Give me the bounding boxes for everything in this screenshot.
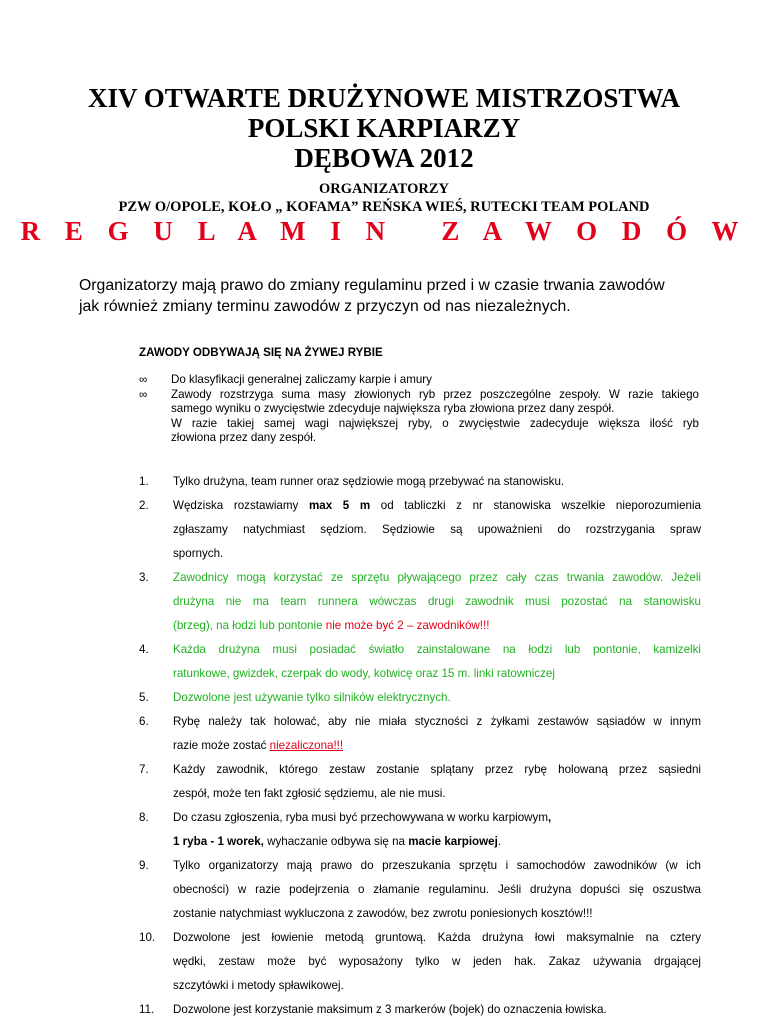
rule-item-6 <box>139 710 701 758</box>
infinity-bullet-icon: ∞ <box>139 373 148 386</box>
rules-list <box>139 470 701 1022</box>
rule-item-2 <box>139 494 701 566</box>
rule-text-part: razie może zostać <box>173 739 270 752</box>
rule-item-9 <box>139 854 701 926</box>
organizers-heading: ORGANIZATORZY <box>319 181 449 197</box>
bullet-item <box>139 373 699 388</box>
rule-text: Dozwolone jest używanie tylko silników elektrycznych. <box>173 691 451 704</box>
rule-text-part: Wędziska rozstawiamy <box>173 499 309 512</box>
rule-number: 1. <box>139 475 149 488</box>
rule-text-line: obecności) w razie podejrzenia o złamanie regulaminu. Jeśli drużyna dopuści się oszustwa <box>173 883 701 896</box>
rule-text-line <box>173 494 701 518</box>
rule-number: 8. <box>139 811 149 824</box>
organizers-names: PZW O/OPOLE, KOŁO „ KOFAMA” REŃSKA WIEŚ, RUTECKI TEAM POLAND <box>118 199 650 215</box>
rule-number: 2. <box>139 499 149 512</box>
bullet-list <box>139 373 699 446</box>
rule-text-line: Rybę należy tak holować, aby nie miała styczności z żyłkami zestawów sąsiadów w innym <box>173 715 701 728</box>
rule-item-1 <box>139 470 701 494</box>
rule-text-line <box>173 830 701 854</box>
rule-text-part: (brzeg), na łodzi lub pontonie <box>173 619 326 632</box>
rule-text: Tylko drużyna, team runner oraz sędziowie mogą przebywać na stanowisku. <box>173 475 565 488</box>
rule-text-line: spornych. <box>173 547 224 560</box>
rule-number: 7. <box>139 763 149 776</box>
rule-number: 10. <box>139 931 156 944</box>
rule-text-line: Dozwolone jest łowienie metodą gruntową. Każda drużyna łowi maksymalnie na cztery <box>173 931 701 944</box>
title-line-2: POLSKI KARPIARZY <box>247 113 521 143</box>
rule-number: 9. <box>139 859 149 872</box>
bullet-text: Do klasyfikacji generalnej zaliczamy karpie i amury <box>171 373 432 386</box>
rule-number: 4. <box>139 643 149 656</box>
rule-item-4 <box>139 638 701 686</box>
title-line-1: XIV OTWARTE DRUŻYNOWE MISTRZOSTWA <box>88 83 680 113</box>
rule-text: Dozwolone jest korzystanie maksimum z 3 markerów (bojek) do oznaczenia łowiska. <box>173 1003 607 1016</box>
rule-text-part: wyhaczanie odbywa się na <box>263 835 409 848</box>
intro-paragraph <box>79 275 719 317</box>
rule-number: 6. <box>139 715 149 728</box>
rule-text-line <box>173 806 701 830</box>
rule-text-line: drużyna nie ma team runnera wówczas drugi zawodnik musi pozostać na stanowisku <box>173 595 701 608</box>
intro-line: jak również zmiany terminu zawodów z przyczyn od nas niezależnych. <box>79 298 571 315</box>
rule-text-line <box>173 734 701 758</box>
rule-text-part: od tabliczki z nr stanowiska wszelkie nieporozumienia <box>370 499 702 512</box>
bullet-text-line: samego wyniku o zwycięstwie zdecyduje największa ryba złowiona przez dany zespół. <box>171 402 615 416</box>
bullet-text-line: W razie takiej samej wagi największej ryby, o zwycięstwie zadecyduje większa ilość ryb <box>171 416 699 430</box>
rule-number: 11. <box>139 1003 155 1016</box>
rule-text-line: zostanie natychmiast wykluczona z zawodów, bez zwrotu poniesionych kosztów!!! <box>173 907 593 920</box>
regulations-heading: R E G U L A M I N Z A W O D Ó W <box>20 216 748 246</box>
rule-text-bold: 1 ryba - 1 worek, <box>173 835 264 848</box>
infinity-bullet-icon: ∞ <box>139 387 148 401</box>
rule-item-10 <box>139 926 701 998</box>
rule-text-line: Każda drużyna musi posiadać światło zainstalowane na łodzi lub pontonie, kamizelki <box>173 643 701 656</box>
rule-text-bold: , <box>548 811 552 824</box>
rule-text-part: Do czasu zgłoszenia, ryba musi być przechowywana w worku karpiowym <box>173 811 549 824</box>
rule-text-line: szczytówki i metody spławikowej. <box>173 979 344 992</box>
rule-text-line: Tylko organizatorzy mają prawo do przeszukania sprzętu i samochodów zawodników (w ich <box>173 859 701 872</box>
rule-number: 3. <box>139 571 149 584</box>
rule-text-part: . <box>497 835 502 848</box>
rule-text-line <box>173 614 701 638</box>
rule-item-3 <box>139 566 701 638</box>
rule-item-8 <box>139 806 701 854</box>
rule-text-line: Każdy zawodnik, którego zestaw zostanie splątany przez rybę holowaną przez sąsiedni <box>173 763 701 776</box>
section-heading: ZAWODY ODBYWAJĄ SIĘ NA ŻYWEJ RYBIE <box>139 346 383 359</box>
intro-line: Organizatorzy mają prawo do zmiany regulaminu przed i w czasie trwania zawodów <box>79 277 665 294</box>
rule-item-5 <box>139 686 701 710</box>
rule-text-warning: nie może być 2 – zawodników!!! <box>325 619 490 632</box>
bullet-item <box>139 388 699 446</box>
rule-number: 5. <box>139 691 149 704</box>
rule-text-bold: max 5 m <box>308 499 371 512</box>
rule-text-line: zespół, może ten fakt zgłosić sędziemu, ale nie musi. <box>173 787 446 800</box>
rule-text-line: zgłaszamy natychmiast sędziom. Sędziowie są upoważnieni do rozstrzygania spraw <box>173 523 701 536</box>
rule-text-bold: macie karpiowej <box>408 835 498 848</box>
rule-text-line: Zawodnicy mogą korzystać ze sprzętu pływającego przez cały czas trwania zawodów. Jeżeli <box>173 571 701 584</box>
rule-text-line: wędki, zestaw może być wyposażony tylko w jeden hak. Zakaz używania drgającej <box>173 955 701 968</box>
title-line-3: DĘBOWA 2012 <box>294 143 474 173</box>
bullet-text-line: złowiona przez dany zespół. <box>171 431 317 445</box>
rule-item-7 <box>139 758 701 806</box>
bullet-text-line: Zawody rozstrzyga suma masy złowionych ryb przez poszczególne zespoły. W razie takiego <box>171 387 699 401</box>
rule-item-11 <box>139 998 701 1022</box>
rule-text-line: ratunkowe, gwizdek, czerpak do wody, kotwicę oraz 15 m. linki ratowniczej <box>173 667 555 680</box>
rule-text-warning: niezaliczona!!! <box>269 739 344 752</box>
